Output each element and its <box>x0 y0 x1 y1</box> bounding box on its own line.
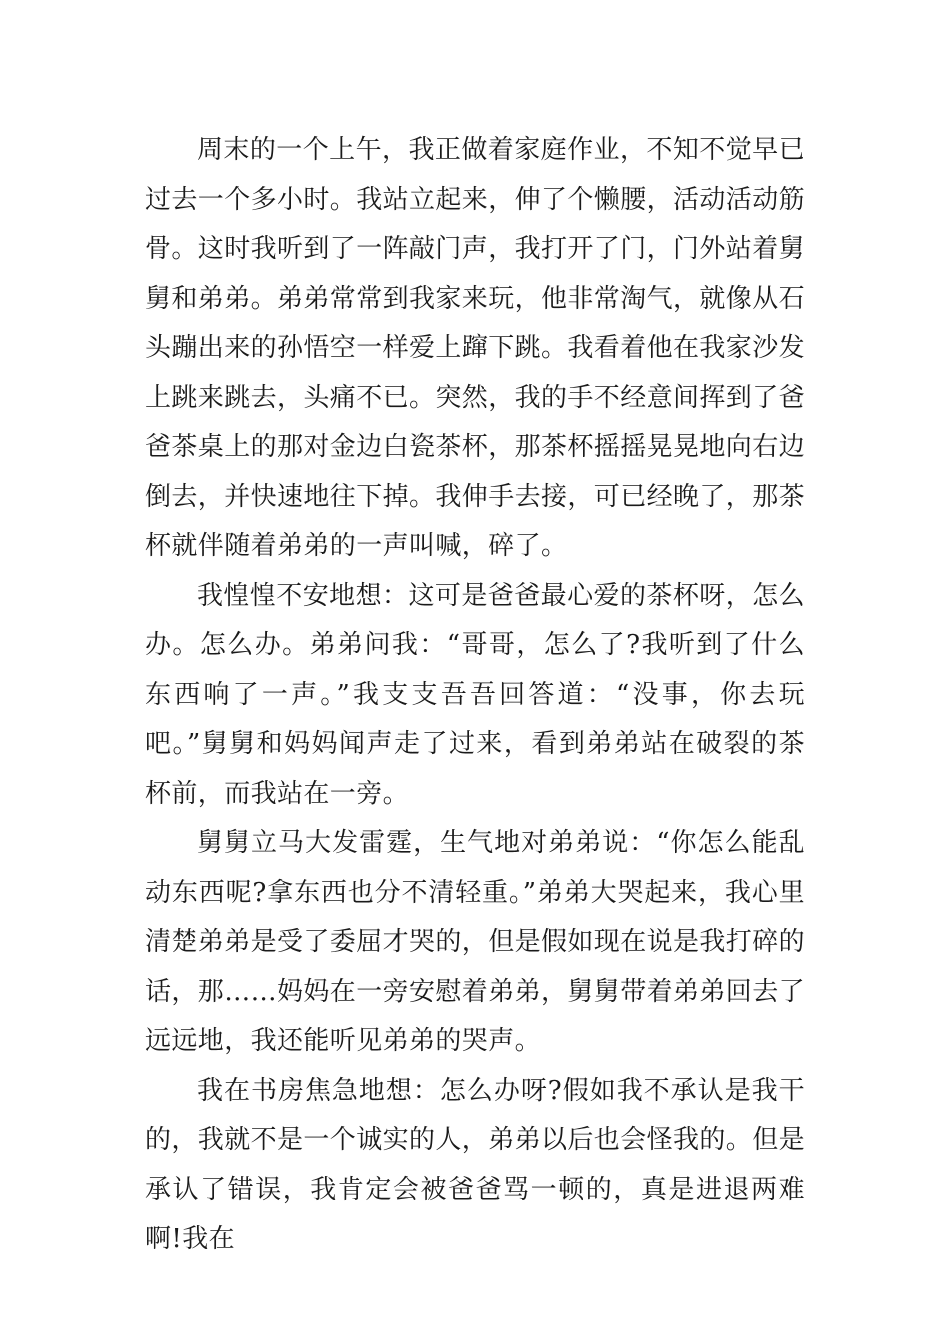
document-body <box>145 126 805 1265</box>
paragraph-4: 我在书房焦急地想：怎么办呀?假如我不承认是我干的，我就不是一个诚实的人，弟弟以后也会怪我的。但是承认了错误，我肯定会被爸爸骂一顿的，真是进退两难啊!我在 <box>145 1075 806 1254</box>
paragraph-3: 舅舅立马大发雷霆，生气地对弟弟说：“你怎么能乱动东西呢?拿东西也分不清轻重。”弟弟大哭起来，我心里清楚弟弟是受了委屈才哭的，但是假如现在说是我打碎的话，那……妈妈在一旁安慰着弟弟，舅舅带着弟弟回去了远远地，我还能听见弟弟的哭声。 <box>145 828 806 1056</box>
paragraph-2: 我惶惶不安地想：这可是爸爸最心爱的茶杯呀，怎么办。怎么办。弟弟问我：“哥哥，怎么了?我听到了什么东西响了一声。”我支支吾吾回答道：“没事，你去玩吧。”舅舅和妈妈闻声走了过来，看到弟弟站在破裂的茶杯前，而我站在一旁。 <box>145 580 805 809</box>
paragraph-1: 周末的一个上午，我正做着家庭作业，不知不觉早已过去一个多小时。我站立起来，伸了个懒腰，活动活动筋骨。这时我听到了一阵敲门声，我打开了门，门外站着舅舅和弟弟。弟弟常常到我家来玩，他非常淘气，就像从石头蹦出来的孙悟空一样爱上蹿下跳。我看着他在我家沙发上跳来跳去，头痛不已。突然，我的手不经意间挥到了爸爸茶桌上的那对金边白瓷茶杯，那茶杯摇摇晃晃地向右边倒去，并快速地往下掉。我伸手去接，可已经晚了，那茶杯就伴随着弟弟的一声叫喊，碎了。 <box>145 135 806 561</box>
